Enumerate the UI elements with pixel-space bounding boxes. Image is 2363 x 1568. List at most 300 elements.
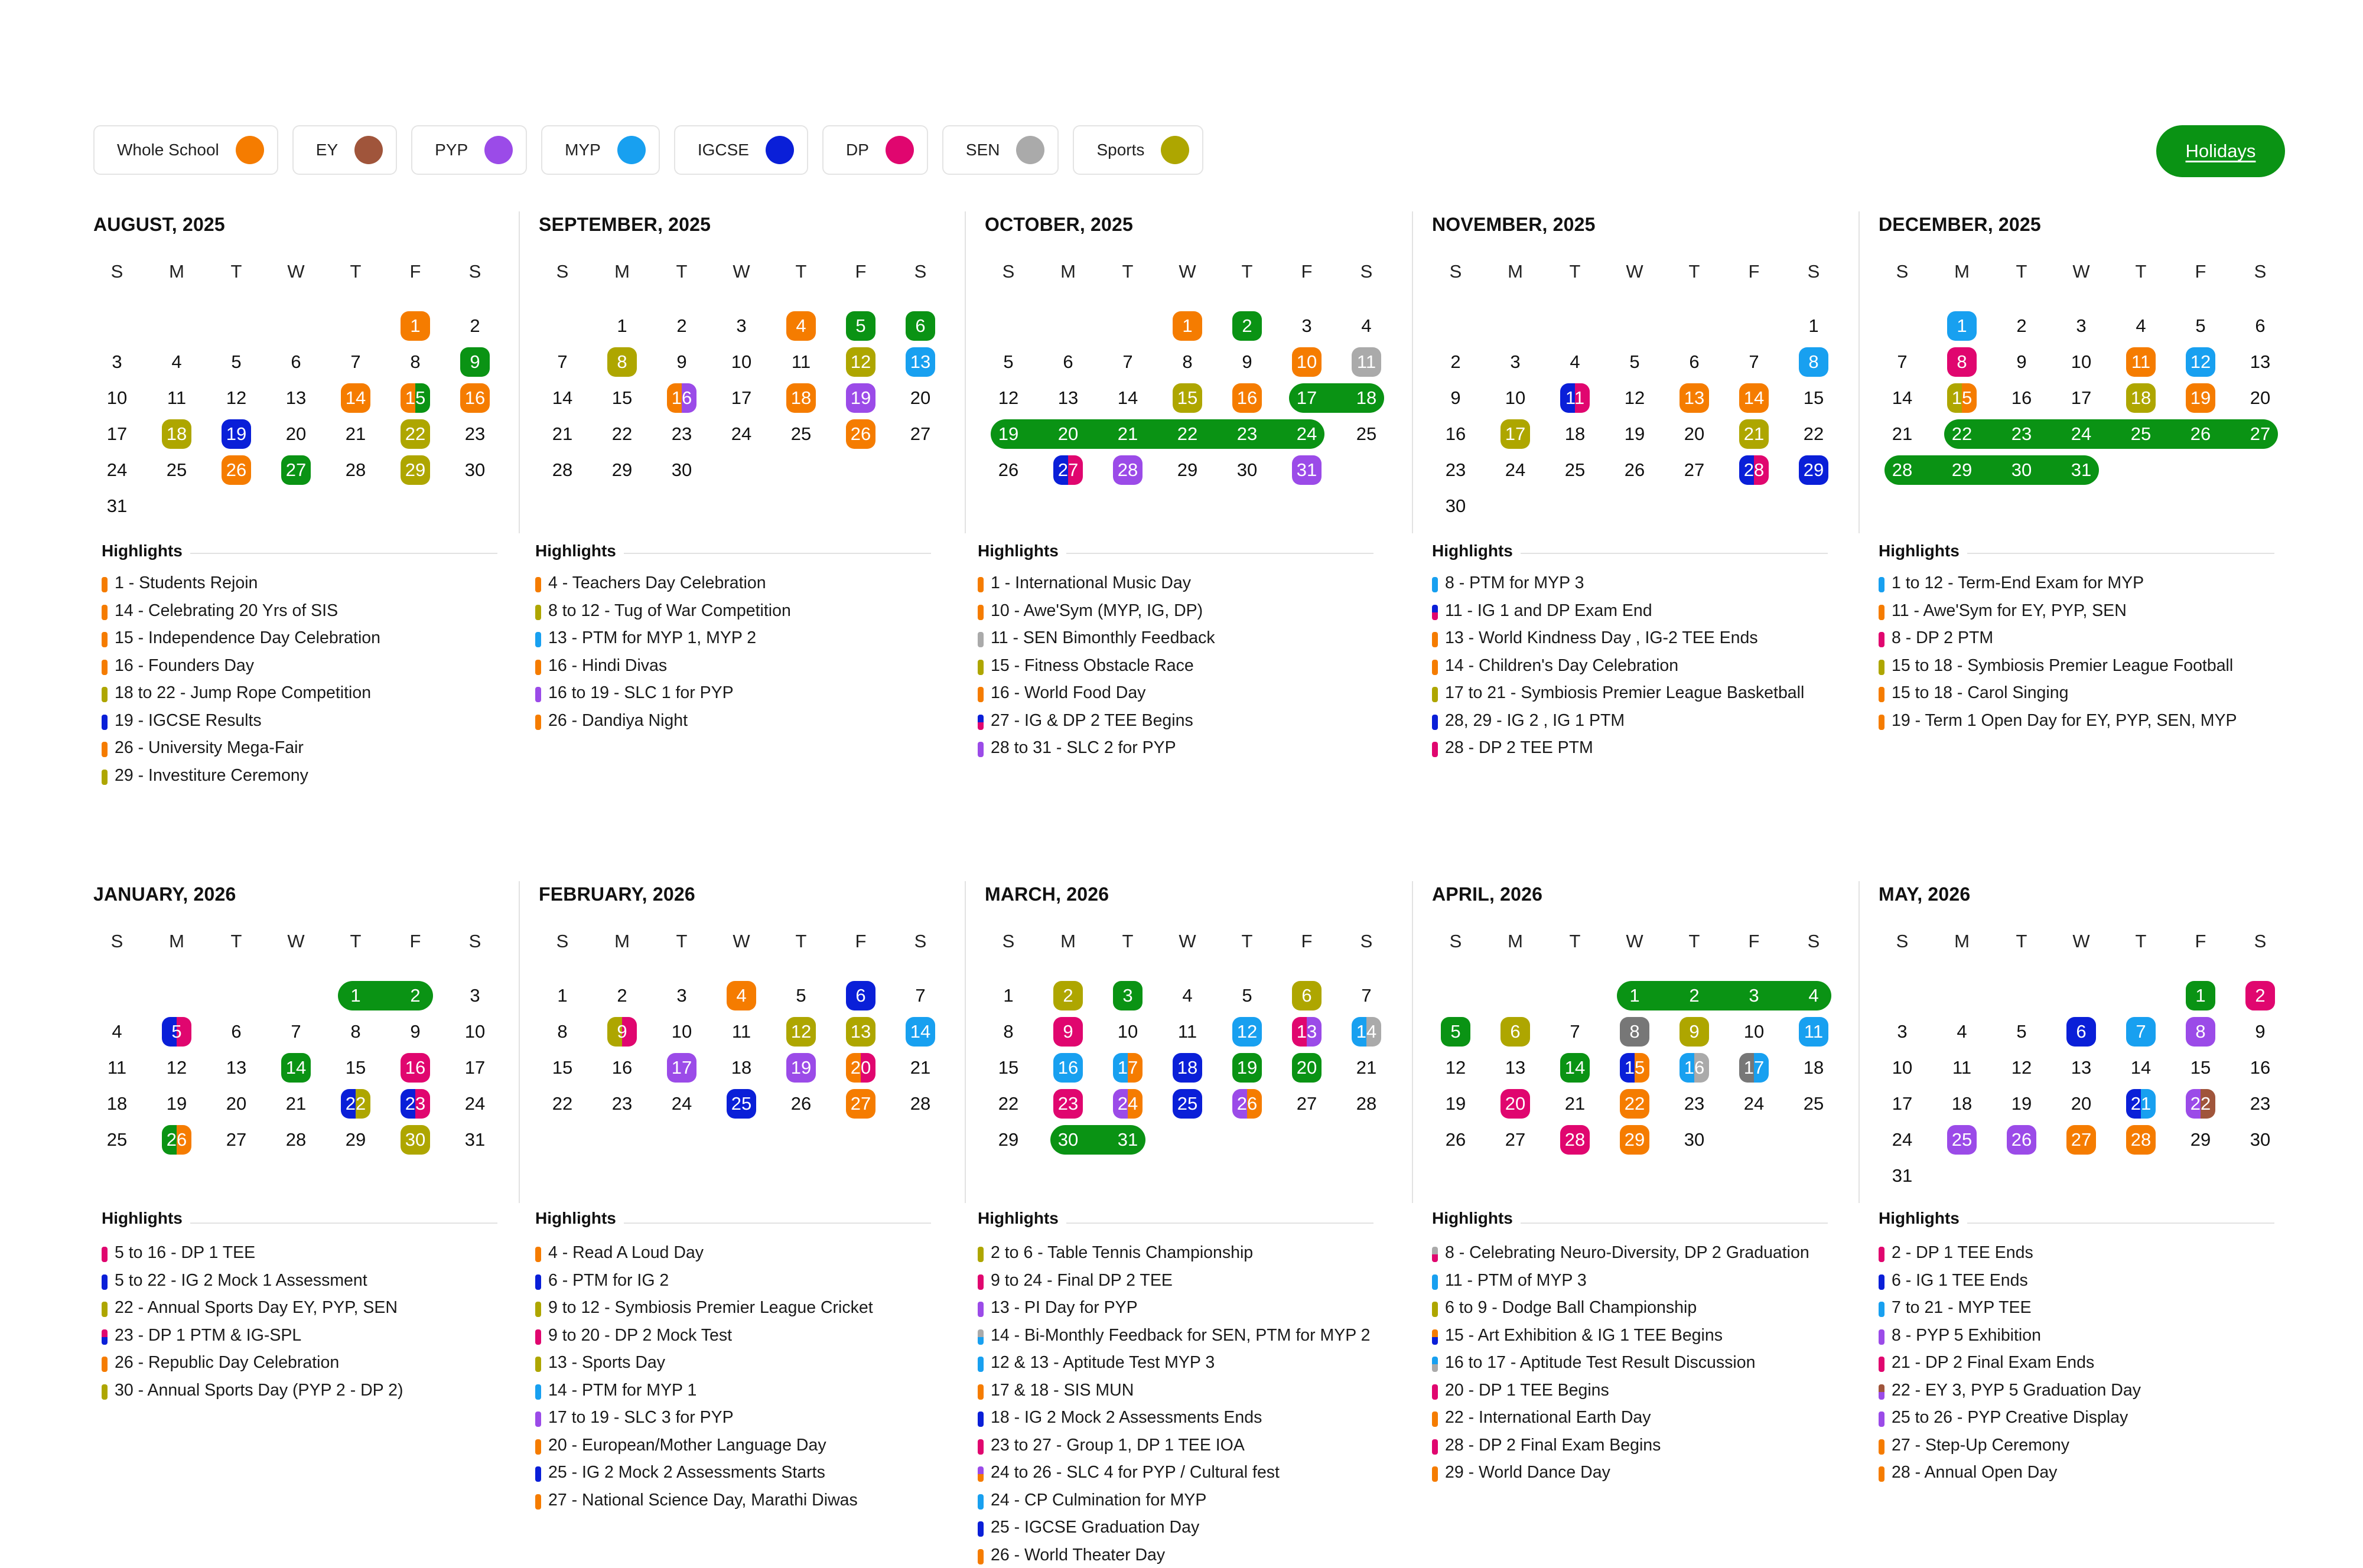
calendar-day[interactable]: 30 — [2250, 1129, 2271, 1150]
calendar-day[interactable]: 12 — [2011, 1057, 2032, 1078]
calendar-day[interactable]: 28 — [910, 1093, 931, 1114]
event-day[interactable]: 4 — [727, 981, 756, 1010]
calendar-day[interactable]: 4 — [171, 351, 182, 372]
event-day[interactable]: 12 — [846, 347, 875, 377]
holiday-day[interactable]: 30 — [2011, 459, 2032, 480]
holiday-day[interactable]: 22 — [1951, 423, 1973, 444]
calendar-day[interactable]: 7 — [291, 1021, 301, 1042]
event-day[interactable]: 26 — [2007, 1125, 2036, 1155]
calendar-day[interactable]: 21 — [1892, 423, 1913, 444]
calendar-day[interactable]: 16 — [611, 1057, 633, 1078]
calendar-day[interactable]: 14 — [1117, 387, 1138, 408]
legend-item[interactable] — [1073, 125, 1203, 175]
event-day[interactable]: 28 — [1739, 455, 1769, 485]
calendar-day[interactable]: 19 — [1445, 1093, 1466, 1114]
calendar-day[interactable]: 1 — [1003, 985, 1014, 1006]
calendar-day[interactable]: 30 — [1684, 1129, 1705, 1150]
event-day[interactable]: 1 — [401, 311, 430, 341]
holiday-day[interactable]: 21 — [1117, 423, 1138, 444]
calendar-day[interactable]: 17 — [106, 423, 128, 444]
calendar-day[interactable]: 2 — [617, 985, 627, 1006]
calendar-day[interactable]: 26 — [1445, 1129, 1466, 1150]
event-day[interactable]: 19 — [222, 419, 251, 449]
event-day[interactable]: 19 — [2186, 383, 2215, 413]
calendar-day[interactable]: 2 — [2016, 315, 2027, 336]
calendar-day[interactable]: 10 — [1117, 1021, 1138, 1042]
event-day[interactable]: 15 — [1947, 383, 1977, 413]
holiday-day[interactable]: 18 — [1356, 387, 1377, 408]
event-day[interactable]: 3 — [1113, 981, 1143, 1010]
holiday-day[interactable]: 24 — [2071, 423, 2092, 444]
calendar-day[interactable]: 5 — [2016, 1021, 2027, 1042]
calendar-day[interactable]: 9 — [2255, 1021, 2266, 1042]
event-day[interactable]: 14 — [1739, 383, 1769, 413]
calendar-day[interactable]: 23 — [1445, 459, 1466, 480]
calendar-day[interactable]: 19 — [2011, 1093, 2032, 1114]
calendar-day[interactable]: 29 — [345, 1129, 366, 1150]
event-day[interactable]: 1 — [1947, 311, 1977, 341]
calendar-day[interactable]: 22 — [1803, 423, 1824, 444]
calendar-day[interactable]: 10 — [1892, 1057, 1913, 1078]
calendar-day[interactable]: 15 — [611, 387, 633, 408]
calendar-day[interactable]: 29 — [1177, 459, 1198, 480]
event-day[interactable]: 23 — [1053, 1089, 1083, 1119]
holiday-day[interactable]: 23 — [2011, 423, 2032, 444]
calendar-day[interactable]: 9 — [2016, 351, 2027, 372]
event-day[interactable]: 6 — [846, 981, 875, 1010]
event-day[interactable]: 27 — [846, 1089, 875, 1119]
event-day[interactable]: 26 — [162, 1125, 191, 1155]
calendar-day[interactable]: 17 — [2071, 387, 2092, 408]
calendar-day[interactable]: 13 — [2250, 351, 2271, 372]
holiday-day[interactable]: 26 — [2190, 423, 2211, 444]
event-day[interactable]: 20 — [1501, 1089, 1530, 1119]
calendar-day[interactable]: 7 — [1361, 985, 1372, 1006]
event-day[interactable]: 22 — [341, 1089, 370, 1119]
calendar-day[interactable]: 3 — [1301, 315, 1312, 336]
calendar-day[interactable]: 16 — [1445, 423, 1466, 444]
calendar-day[interactable]: 8 — [1003, 1021, 1014, 1042]
event-day[interactable]: 1 — [1173, 311, 1202, 341]
calendar-day[interactable]: 4 — [2136, 315, 2146, 336]
calendar-day[interactable]: 22 — [552, 1093, 573, 1114]
calendar-day[interactable]: 13 — [2071, 1057, 2092, 1078]
calendar-day[interactable]: 24 — [106, 459, 128, 480]
calendar-day[interactable]: 20 — [1684, 423, 1705, 444]
calendar-day[interactable]: 21 — [345, 423, 366, 444]
calendar-day[interactable]: 12 — [1624, 387, 1645, 408]
event-day[interactable]: 25 — [727, 1089, 756, 1119]
calendar-day[interactable]: 8 — [1182, 351, 1193, 372]
calendar-day[interactable]: 10 — [1505, 387, 1526, 408]
calendar-day[interactable]: 15 — [552, 1057, 573, 1078]
calendar-day[interactable]: 9 — [1242, 351, 1252, 372]
calendar-day[interactable]: 8 — [557, 1021, 568, 1042]
calendar-day[interactable]: 24 — [464, 1093, 486, 1114]
calendar-day[interactable]: 16 — [2250, 1057, 2271, 1078]
holiday-day[interactable]: 30 — [1057, 1129, 1079, 1150]
event-day[interactable]: 8 — [607, 347, 637, 377]
event-day[interactable]: 12 — [1232, 1017, 1262, 1047]
calendar-day[interactable]: 18 — [106, 1093, 128, 1114]
event-day[interactable]: 8 — [1620, 1017, 1649, 1047]
calendar-day[interactable]: 22 — [611, 423, 633, 444]
holiday-day[interactable]: 1 — [1629, 985, 1640, 1006]
event-day[interactable]: 14 — [341, 383, 370, 413]
calendar-day[interactable]: 26 — [1624, 459, 1645, 480]
calendar-day[interactable]: 26 — [998, 459, 1019, 480]
event-day[interactable]: 20 — [846, 1053, 875, 1083]
event-day[interactable]: 17 — [1739, 1053, 1769, 1083]
calendar-day[interactable]: 14 — [552, 387, 573, 408]
calendar-day[interactable]: 13 — [1057, 387, 1079, 408]
calendar-day[interactable]: 15 — [998, 1057, 1019, 1078]
event-day[interactable]: 6 — [1501, 1017, 1530, 1047]
event-day[interactable]: 13 — [846, 1017, 875, 1047]
event-day[interactable]: 29 — [1620, 1125, 1649, 1155]
calendar-day[interactable]: 14 — [1892, 387, 1913, 408]
calendar-day[interactable]: 10 — [1743, 1021, 1765, 1042]
event-day[interactable]: 27 — [2066, 1125, 2096, 1155]
event-day[interactable]: 30 — [401, 1125, 430, 1155]
calendar-day[interactable]: 7 — [1897, 351, 1908, 372]
holiday-day[interactable]: 3 — [1749, 985, 1759, 1006]
event-day[interactable]: 21 — [2126, 1089, 2156, 1119]
calendar-day[interactable]: 18 — [1951, 1093, 1973, 1114]
legend-item[interactable] — [411, 125, 527, 175]
calendar-day[interactable]: 10 — [464, 1021, 486, 1042]
calendar-day[interactable]: 11 — [791, 351, 811, 372]
event-day[interactable]: 9 — [607, 1017, 637, 1047]
calendar-day[interactable]: 7 — [1570, 1021, 1580, 1042]
calendar-day[interactable]: 22 — [998, 1093, 1019, 1114]
calendar-day[interactable]: 5 — [1629, 351, 1640, 372]
holiday-day[interactable]: 24 — [1296, 423, 1317, 444]
event-day[interactable]: 15 — [401, 383, 430, 413]
event-day[interactable]: 13 — [1292, 1017, 1322, 1047]
calendar-day[interactable]: 19 — [166, 1093, 187, 1114]
calendar-day[interactable]: 9 — [1450, 387, 1461, 408]
calendar-day[interactable]: 13 — [285, 387, 307, 408]
event-day[interactable]: 9 — [1680, 1017, 1709, 1047]
calendar-day[interactable]: 2 — [1450, 351, 1461, 372]
calendar-day[interactable]: 3 — [676, 985, 687, 1006]
event-day[interactable]: 20 — [1292, 1053, 1322, 1083]
calendar-day[interactable]: 11 — [107, 1057, 127, 1078]
holiday-day[interactable]: 19 — [998, 423, 1019, 444]
calendar-day[interactable]: 23 — [1684, 1093, 1705, 1114]
event-day[interactable]: 5 — [846, 311, 875, 341]
event-day[interactable]: 29 — [401, 455, 430, 485]
calendar-day[interactable]: 5 — [796, 985, 806, 1006]
calendar-day[interactable]: 11 — [167, 387, 187, 408]
event-day[interactable]: 29 — [1799, 455, 1828, 485]
calendar-day[interactable]: 10 — [2071, 351, 2092, 372]
calendar-day[interactable]: 30 — [1236, 459, 1258, 480]
calendar-day[interactable]: 27 — [1296, 1093, 1317, 1114]
calendar-day[interactable]: 12 — [226, 387, 247, 408]
event-day[interactable]: 10 — [1292, 347, 1322, 377]
holiday-day[interactable]: 2 — [1689, 985, 1700, 1006]
calendar-day[interactable]: 1 — [617, 315, 627, 336]
event-day[interactable]: 27 — [1053, 455, 1083, 485]
calendar-day[interactable]: 5 — [2195, 315, 2206, 336]
calendar-day[interactable]: 24 — [1892, 1129, 1913, 1150]
calendar-day[interactable]: 30 — [1445, 495, 1466, 516]
event-day[interactable]: 22 — [1620, 1089, 1649, 1119]
calendar-day[interactable]: 3 — [2076, 315, 2087, 336]
event-day[interactable]: 22 — [2186, 1089, 2215, 1119]
calendar-day[interactable]: 13 — [226, 1057, 247, 1078]
calendar-day[interactable]: 21 — [1564, 1093, 1586, 1114]
holidays-button[interactable]: Holidays — [2156, 125, 2285, 177]
event-day[interactable]: 16 — [1680, 1053, 1709, 1083]
event-day[interactable]: 14 — [281, 1053, 311, 1083]
calendar-day[interactable]: 7 — [1122, 351, 1133, 372]
event-day[interactable]: 13 — [1680, 383, 1709, 413]
calendar-day[interactable]: 3 — [1510, 351, 1521, 372]
calendar-day[interactable]: 30 — [464, 459, 486, 480]
calendar-day[interactable]: 27 — [910, 423, 931, 444]
calendar-day[interactable]: 18 — [1564, 423, 1586, 444]
event-day[interactable]: 28 — [2126, 1125, 2156, 1155]
event-day[interactable]: 12 — [2186, 347, 2215, 377]
legend-item[interactable] — [822, 125, 928, 175]
calendar-day[interactable]: 25 — [1564, 459, 1586, 480]
calendar-day[interactable]: 27 — [226, 1129, 247, 1150]
calendar-day[interactable]: 21 — [552, 423, 573, 444]
holiday-day[interactable]: 22 — [1177, 423, 1198, 444]
calendar-day[interactable]: 8 — [410, 351, 421, 372]
calendar-day[interactable]: 23 — [671, 423, 692, 444]
calendar-day[interactable]: 6 — [1689, 351, 1700, 372]
calendar-day[interactable]: 4 — [1182, 985, 1193, 1006]
calendar-day[interactable]: 7 — [1749, 351, 1759, 372]
calendar-day[interactable]: 31 — [1892, 1165, 1913, 1186]
calendar-day[interactable]: 9 — [410, 1021, 421, 1042]
calendar-day[interactable]: 25 — [790, 423, 812, 444]
legend-item[interactable] — [541, 125, 660, 175]
calendar-day[interactable]: 27 — [1684, 459, 1705, 480]
calendar-day[interactable]: 20 — [2250, 387, 2271, 408]
calendar-day[interactable]: 23 — [464, 423, 486, 444]
holiday-day[interactable]: 4 — [1808, 985, 1819, 1006]
holiday-day[interactable]: 23 — [1236, 423, 1258, 444]
calendar-day[interactable]: 29 — [2190, 1129, 2211, 1150]
calendar-day[interactable]: 24 — [671, 1093, 692, 1114]
calendar-day[interactable]: 11 — [1952, 1057, 1972, 1078]
legend-item[interactable] — [292, 125, 397, 175]
calendar-day[interactable]: 6 — [291, 351, 301, 372]
calendar-day[interactable]: 20 — [285, 423, 307, 444]
event-day[interactable]: 26 — [1232, 1089, 1262, 1119]
holiday-day[interactable]: 25 — [2130, 423, 2152, 444]
event-day[interactable]: 9 — [1053, 1017, 1083, 1047]
calendar-day[interactable]: 10 — [106, 387, 128, 408]
legend-item[interactable] — [942, 125, 1059, 175]
calendar-day[interactable]: 17 — [464, 1057, 486, 1078]
calendar-day[interactable]: 24 — [1743, 1093, 1765, 1114]
calendar-day[interactable]: 8 — [350, 1021, 361, 1042]
holiday-day[interactable]: 17 — [1296, 387, 1317, 408]
calendar-day[interactable]: 23 — [2250, 1093, 2271, 1114]
calendar-day[interactable]: 14 — [2130, 1057, 2152, 1078]
event-day[interactable]: 25 — [1947, 1125, 1977, 1155]
calendar-day[interactable]: 3 — [1897, 1021, 1908, 1042]
event-day[interactable]: 2 — [2245, 981, 2275, 1010]
event-day[interactable]: 9 — [460, 347, 490, 377]
event-day[interactable]: 8 — [1947, 347, 1977, 377]
event-day[interactable]: 24 — [1113, 1089, 1143, 1119]
calendar-day[interactable]: 25 — [1356, 423, 1377, 444]
calendar-day[interactable]: 1 — [1808, 315, 1819, 336]
calendar-day[interactable]: 3 — [112, 351, 122, 372]
event-day[interactable]: 6 — [1292, 981, 1322, 1010]
calendar-day[interactable]: 17 — [731, 387, 752, 408]
calendar-day[interactable]: 2 — [470, 315, 480, 336]
event-day[interactable]: 11 — [1352, 347, 1381, 377]
event-day[interactable]: 11 — [2126, 347, 2156, 377]
calendar-day[interactable]: 7 — [915, 985, 926, 1006]
event-day[interactable]: 14 — [1352, 1017, 1381, 1047]
calendar-day[interactable]: 19 — [1624, 423, 1645, 444]
event-day[interactable]: 17 — [1501, 419, 1530, 449]
event-day[interactable]: 4 — [786, 311, 816, 341]
event-day[interactable]: 7 — [2126, 1017, 2156, 1047]
event-day[interactable]: 26 — [222, 455, 251, 485]
calendar-day[interactable]: 4 — [112, 1021, 122, 1042]
event-day[interactable]: 28 — [1113, 455, 1143, 485]
calendar-day[interactable]: 10 — [731, 351, 752, 372]
calendar-day[interactable]: 28 — [345, 459, 366, 480]
holiday-day[interactable]: 20 — [1057, 423, 1079, 444]
calendar-day[interactable]: 15 — [2190, 1057, 2211, 1078]
event-day[interactable]: 2 — [1053, 981, 1083, 1010]
event-day[interactable]: 18 — [786, 383, 816, 413]
calendar-day[interactable]: 28 — [285, 1129, 307, 1150]
calendar-day[interactable]: 3 — [736, 315, 747, 336]
calendar-day[interactable]: 25 — [1803, 1093, 1824, 1114]
event-day[interactable]: 2 — [1232, 311, 1262, 341]
legend-item[interactable] — [93, 125, 278, 175]
event-day[interactable]: 17 — [1113, 1053, 1143, 1083]
calendar-day[interactable]: 25 — [166, 459, 187, 480]
calendar-day[interactable]: 6 — [2255, 315, 2266, 336]
calendar-day[interactable]: 21 — [910, 1057, 931, 1078]
calendar-day[interactable]: 6 — [231, 1021, 242, 1042]
event-day[interactable]: 16 — [1232, 383, 1262, 413]
calendar-day[interactable]: 30 — [671, 459, 692, 480]
holiday-day[interactable]: 1 — [350, 985, 361, 1006]
calendar-day[interactable]: 1 — [557, 985, 568, 1006]
holiday-day[interactable]: 28 — [1892, 459, 1913, 480]
calendar-day[interactable]: 17 — [1892, 1093, 1913, 1114]
event-day[interactable]: 8 — [2186, 1017, 2215, 1047]
legend-item[interactable] — [674, 125, 808, 175]
holiday-day[interactable]: 31 — [2071, 459, 2092, 480]
holiday-day[interactable]: 27 — [2250, 423, 2271, 444]
event-day[interactable]: 19 — [1232, 1053, 1262, 1083]
calendar-day[interactable]: 28 — [552, 459, 573, 480]
calendar-day[interactable]: 28 — [1356, 1093, 1377, 1114]
calendar-day[interactable]: 5 — [1242, 985, 1252, 1006]
holiday-day[interactable]: 31 — [1117, 1129, 1138, 1150]
calendar-day[interactable]: 13 — [1505, 1057, 1526, 1078]
holiday-day[interactable]: 2 — [410, 985, 421, 1006]
calendar-day[interactable]: 21 — [1356, 1057, 1377, 1078]
event-day[interactable]: 18 — [2126, 383, 2156, 413]
calendar-day[interactable]: 21 — [285, 1093, 307, 1114]
event-day[interactable]: 16 — [667, 383, 696, 413]
calendar-day[interactable]: 4 — [1957, 1021, 1967, 1042]
holiday-day[interactable]: 29 — [1951, 459, 1973, 480]
event-day[interactable]: 31 — [1292, 455, 1322, 485]
event-day[interactable]: 17 — [667, 1053, 696, 1083]
calendar-day[interactable]: 26 — [790, 1093, 812, 1114]
event-day[interactable]: 14 — [906, 1017, 935, 1047]
calendar-day[interactable]: 12 — [998, 387, 1019, 408]
event-day[interactable]: 16 — [401, 1053, 430, 1083]
calendar-day[interactable]: 4 — [1570, 351, 1580, 372]
event-day[interactable]: 5 — [162, 1017, 191, 1047]
calendar-day[interactable]: 5 — [231, 351, 242, 372]
calendar-day[interactable]: 12 — [166, 1057, 187, 1078]
event-day[interactable]: 16 — [460, 383, 490, 413]
event-day[interactable]: 19 — [846, 383, 875, 413]
event-day[interactable]: 6 — [2066, 1017, 2096, 1047]
calendar-day[interactable]: 5 — [1003, 351, 1014, 372]
calendar-day[interactable]: 18 — [731, 1057, 752, 1078]
calendar-day[interactable]: 18 — [1803, 1057, 1824, 1078]
calendar-day[interactable]: 10 — [671, 1021, 692, 1042]
calendar-day[interactable]: 7 — [557, 351, 568, 372]
event-day[interactable]: 25 — [1173, 1089, 1202, 1119]
event-day[interactable]: 14 — [1560, 1053, 1590, 1083]
calendar-day[interactable]: 25 — [106, 1129, 128, 1150]
calendar-day[interactable]: 20 — [2071, 1093, 2092, 1114]
calendar-day[interactable]: 31 — [106, 495, 128, 516]
event-day[interactable]: 15 — [1173, 383, 1202, 413]
calendar-day[interactable]: 3 — [470, 985, 480, 1006]
event-day[interactable]: 27 — [281, 455, 311, 485]
calendar-day[interactable]: 20 — [910, 387, 931, 408]
calendar-day[interactable]: 11 — [731, 1021, 751, 1042]
event-day[interactable]: 12 — [786, 1017, 816, 1047]
calendar-day[interactable]: 12 — [1445, 1057, 1466, 1078]
event-day[interactable]: 26 — [846, 419, 875, 449]
calendar-day[interactable]: 9 — [676, 351, 687, 372]
event-day[interactable]: 19 — [786, 1053, 816, 1083]
event-day[interactable]: 16 — [1053, 1053, 1083, 1083]
event-day[interactable]: 11 — [1799, 1017, 1828, 1047]
event-day[interactable]: 5 — [1441, 1017, 1470, 1047]
event-day[interactable]: 6 — [906, 311, 935, 341]
calendar-day[interactable]: 31 — [464, 1129, 486, 1150]
calendar-day[interactable]: 4 — [1361, 315, 1372, 336]
calendar-day[interactable]: 29 — [998, 1129, 1019, 1150]
event-day[interactable]: 21 — [1739, 419, 1769, 449]
event-day[interactable]: 13 — [906, 347, 935, 377]
event-day[interactable]: 18 — [1173, 1053, 1202, 1083]
event-day[interactable]: 23 — [401, 1089, 430, 1119]
calendar-day[interactable]: 7 — [350, 351, 361, 372]
event-day[interactable]: 28 — [1560, 1125, 1590, 1155]
calendar-day[interactable]: 15 — [1803, 387, 1824, 408]
event-day[interactable]: 22 — [401, 419, 430, 449]
event-day[interactable]: 8 — [1799, 347, 1828, 377]
calendar-day[interactable]: 15 — [345, 1057, 366, 1078]
event-day[interactable]: 18 — [162, 419, 191, 449]
